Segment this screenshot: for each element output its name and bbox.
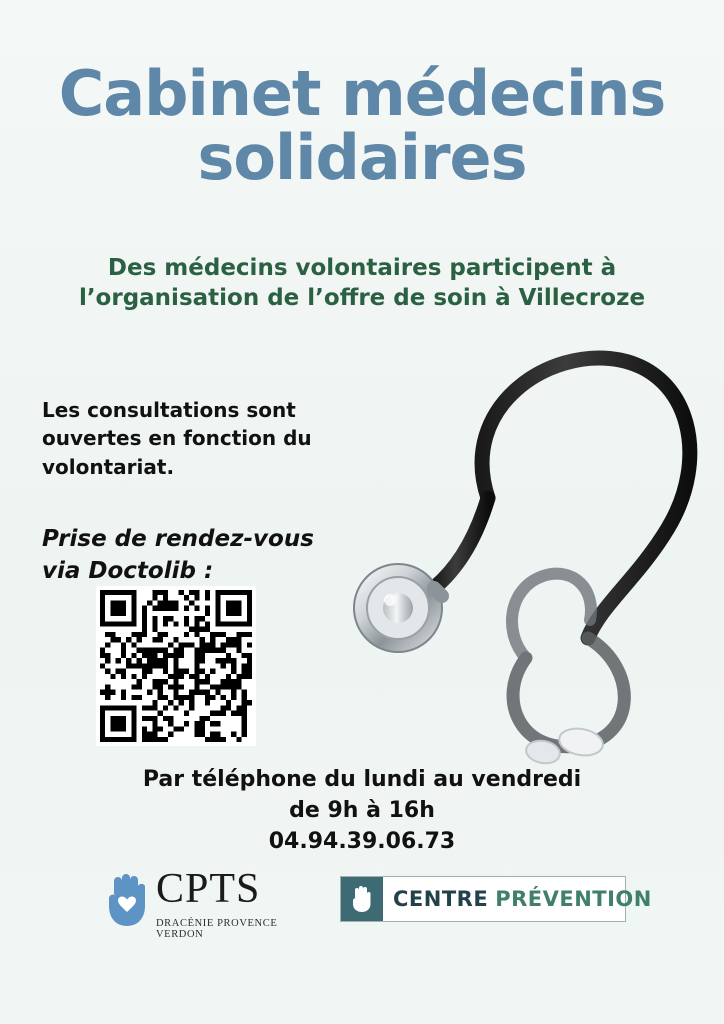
subtitle-line-2: l’organisation de l’offre de soin à Villecroze: [78, 285, 646, 312]
cpts-subtitle: DRACÉNIE PROVENCE VERDON: [156, 918, 278, 940]
title-line-1: Cabinet médecins: [58, 57, 666, 130]
page-subtitle: [52, 253, 672, 314]
page-title: [0, 57, 724, 194]
appointment-line-1: Prise de rendez-vous: [42, 526, 314, 552]
stethoscope-illustration: [338, 338, 708, 768]
centre-word: CENTRE: [393, 887, 489, 911]
hand-heart-icon: [104, 872, 150, 928]
qr-code-doctolib[interactable]: [96, 586, 256, 746]
appointment-line-2: via Doctolib :: [42, 557, 214, 584]
phone-line-1: Par téléphone du lundi au vendredi: [142, 767, 582, 792]
phone-block: [62, 764, 662, 858]
centre-prevention-logo: [340, 876, 652, 922]
phone-number[interactable]: 04.94.39.06.73: [268, 829, 456, 855]
appointment-heading: [42, 524, 332, 587]
cpts-name: CPTS: [156, 866, 261, 912]
cpts-logo: [104, 868, 324, 940]
hand-icon: [341, 877, 383, 921]
subtitle-line-1: Des médecins volontaires participent à: [107, 255, 617, 281]
prevention-word: PRÉVENTION: [495, 887, 652, 911]
title-line-2: solidaires: [197, 120, 527, 194]
qr-code-canvas: [100, 590, 252, 742]
centre-prevention-wordmark: [383, 887, 652, 911]
hand-icon-glyph: [350, 885, 374, 913]
phone-line-2: de 9h à 16h: [289, 798, 435, 824]
consultations-text: Les consultations sont ouvertes en fonction du volontariat.: [42, 398, 312, 479]
